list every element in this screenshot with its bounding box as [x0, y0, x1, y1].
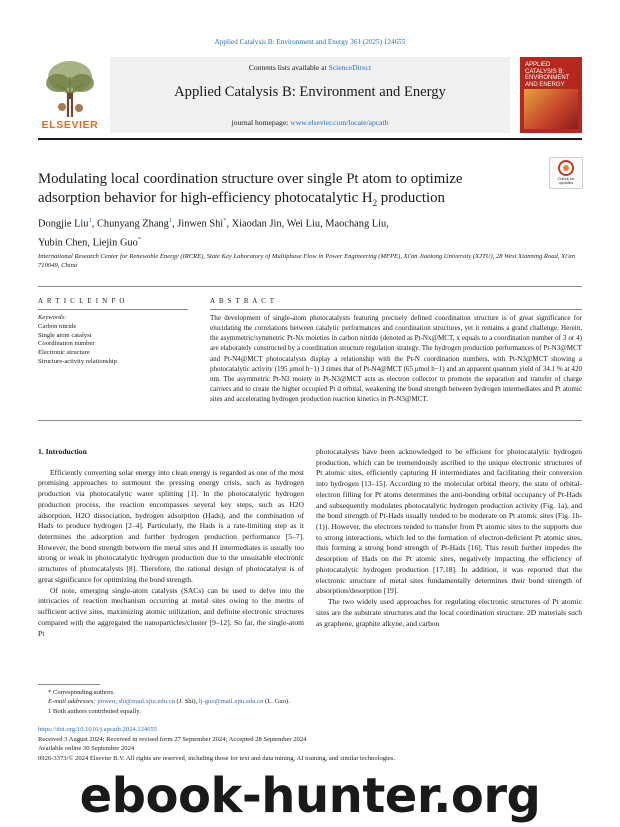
introduction-heading: 1. Introduction — [38, 447, 87, 456]
equal-contribution-note: 1 Both authors contributed equally. — [48, 707, 141, 715]
elsevier-wordmark: ELSEVIER — [41, 119, 99, 131]
body-paragraph: photocatalysts have been acknowledged to be efficient for photocatalytic hydrogen production, which can be tremendously ascribed to the unique electronic structures of Pt atomic sites, efficiently capturing H intermediates and facilitating their conversion into hydrogen [13–15]. According to the molecular orbital theory, the state of orbital-electron filling for Pt atoms determines the anti-bonding orbital occupancy of Pt-Hads and subsequently modulates photocatalytic hydrogen production activity (Fig. 1a), and the bond strength of Pt-Hads usually tended to be moderate on Pt atomic sites (Fig. 1b-(1)). However, the electrons tended to transfer from Pt atomic sites to the supports due to strong interactions, which led to the formation of electron-deficient Pt atomic sites, thus forming a strong bond strength of Pt-Hads [16]. This result further impedes the desorption of Hads on the Pt atomic sites, negatively impacting the efficiency of photocatalytic hydrogen production [17,18]. In addition, it was reported that the electronic structure of metal sites fundamentally determines their bond strength of absorption/desorption [19]. — [316, 447, 582, 596]
abstract-rule — [210, 309, 582, 310]
cover-title-line: APPLIED — [525, 62, 551, 68]
author-name[interactable]: Maochang Liu — [325, 218, 387, 230]
homepage-prefix: journal homepage: — [231, 118, 291, 127]
contents-available-line — [110, 63, 510, 72]
keywords-heading: Keywords: — [38, 314, 67, 321]
elsevier-logo[interactable] — [38, 57, 102, 133]
footnotes — [38, 688, 582, 716]
journal-title: Applied Catalysis B: Environment and Energy — [174, 84, 446, 100]
title-subscript: 2 — [372, 197, 378, 208]
title-text: production — [377, 190, 445, 206]
email-addresses — [38, 697, 582, 706]
cover-title — [525, 62, 569, 88]
journal-cover-thumbnail[interactable] — [520, 57, 582, 133]
keyword-item: Electronic structure — [38, 349, 90, 357]
check-for-updates-badge[interactable] — [549, 157, 583, 189]
author-marker[interactable]: * — [223, 217, 227, 224]
keywords-block — [38, 314, 188, 367]
cover-title-line: AND ENERGY — [525, 81, 565, 88]
email-owner: (L. Guo). — [263, 698, 290, 706]
abstract-heading: A B S T R A C T — [210, 297, 276, 305]
keyword-item: Carbon nitride — [38, 322, 77, 330]
received-dates: Received 3 August 2024; Received in revised form 27 September 2024; Accepted 28 September 2024 — [38, 735, 307, 743]
watermark-banner — [0, 770, 620, 827]
journal-homepage-link[interactable]: www.elsevier.com/locate/apcatb — [290, 118, 389, 127]
keyword-item: Single atom catalyst — [38, 331, 92, 339]
article-title-line: Modulating local coordination structure over single Pt atom to optimize — [38, 171, 463, 187]
title-text: adsorption behavior for high-efficiency photocatalytic H — [38, 190, 373, 206]
journal-homepage-line — [110, 118, 510, 127]
author-marker[interactable]: 1 — [88, 217, 92, 224]
author-list: Dongjie Liu$^1$, Chunyang Zhang$^1$, Jinwen Shi*, Xiaodan Jin, Wei Liu, Maochang Liu, Yubin Chen, Liejin Guo* — [38, 217, 389, 249]
keyword-item: Coordination number — [38, 340, 95, 348]
copyright-notice: 0926-3373/© 2024 Elsevier B.V. All rights are reserved, including those for text and data mining, AI training, and similar technologies. — [38, 754, 396, 762]
check-updates-line: updates — [558, 180, 574, 186]
journal-citation-link[interactable]: Applied Catalysis B: Environment and Energy 361 (2025) 124655 — [214, 38, 406, 46]
article-info-heading: A R T I C L E I N F O — [38, 297, 126, 305]
corresponding-author-note: * Corresponding authors. — [48, 689, 115, 696]
abstract-text: The development of single-atom photocatalysts featuring precisely defined coordination structure is of great significance for elucidating the correlations between catalytic performances and coordination structures, yet it remains a grand challenge. Herein, the asymmetric/symmetric Pt-Nx moieties in carbon nitride (denoted as Pt-Nx@MCT, x equals to a coordination number of 3 or 4) are elaborately constructed by a coordination structure regulation strategy. The hydrogen production performances of Pt-N3@MCT and Pt-N4@MCT photocatalysts display a relationship with the Pt-N coordination numbers, with Pt-N3@MCT showing a photocatalytic activity (195 μmol h−1) 3 times that of Pt-N4@MCT (65 μmol h−1) and an apparent quantum yield of 34.1 % at 420 nm. The asymmetric Pt-N3 moiety in Pt-N3@MCT acts as electron collector to promote the separation and transfer of charge carriers and to create the higher occupied Pt d orbital, weakening the bond strength between hydrogen intermediates and Pt atomic sites and accelerating hydrogen production reaction kinetics in Pt-N3@MCT. — [210, 314, 582, 404]
author-name[interactable]: Liejin Guo — [92, 237, 138, 249]
article-title — [38, 170, 518, 213]
doi-link[interactable]: https://doi.org/10.1016/j.apcatb.2024.124655 — [38, 726, 158, 733]
watermark-text: ebook-hunter.org — [79, 768, 541, 824]
masthead-divider — [38, 138, 582, 140]
contents-prefix: Contents lists available at — [248, 63, 329, 72]
publication-info — [38, 725, 582, 763]
check-updates-icon — [558, 160, 574, 176]
author-name[interactable]: Xiaodan Jin — [231, 218, 282, 230]
body-paragraph: The two widely used approaches for regulating electronic structures of Pt atomic sites are the substrate structures and the local coordination structure. 2D materials such as graphene, graphite alkyne, and carbon — [316, 597, 582, 628]
journal-info-box — [110, 57, 510, 133]
author-marker[interactable]: 1 — [168, 217, 173, 224]
author-name[interactable]: Jinwen Shi — [177, 218, 224, 230]
keyword-item: Structure-activity relationship — [38, 357, 117, 365]
article-title-line — [38, 189, 518, 213]
online-date: Available online 30 September 2024 — [38, 745, 135, 753]
body-column-right — [316, 447, 582, 629]
body-paragraph: Efficiently converting solar energy into clean energy is regarded as one of the most promising approaches to surmount the pressing energy crisis, such as hydrogen production via photocatalytic water splitting [1]. In the photocatalytic hydrogen production process, the reaction encompasses several key steps, such as H2O adsorption, H2O dissociation, hydrogen adsorption (Hads), and the combination of Hads to produce hydrogen [2–4]. Particularly, the Hads is a rate-limiting step as it determines the adsorption and further hydrogen production performance [5–7]. However, the bond strength between the metal sites and H intermediates is usually too strong or weak in photocatalytic hydrogen production due to the unsuitable electronic structures of photocatalysts [8]. Therefore, the rational design of photocatalyst is of great significance for optimizing the bond strength. — [38, 467, 304, 584]
journal-masthead — [38, 57, 582, 135]
elsevier-tree-icon — [42, 59, 98, 117]
article-info-rule — [38, 309, 188, 310]
author-name[interactable]: Wei Liu — [286, 218, 321, 230]
email-link-guo[interactable]: lj-guo@mail.xjtu.edu.cn — [198, 698, 264, 706]
author-marker[interactable]: * — [137, 236, 142, 244]
check-updates-line: Check for — [557, 176, 575, 181]
check-updates-label — [550, 177, 582, 185]
cover-title-line: CATALYSIS B: — [525, 68, 565, 75]
section-divider — [38, 286, 582, 287]
email-label: E-mail addresses: — [48, 698, 98, 706]
author-name[interactable]: Yubin Chen — [38, 237, 88, 249]
body-paragraph: Of note, emerging single-atom catalysts (SACs) can be used to delve into the intricacies of reaction mechanism occurring at metal sites owing to the merits of sufficient active sites, maximizing atomic utilization, and definite electronic structures compared with the aggregated the nanoparticles/cluster [9–12]. So far, the single-atom Pt — [38, 585, 304, 638]
body-column-left — [38, 447, 304, 639]
email-owner: (J. Shi), — [174, 698, 199, 706]
cover-image — [524, 89, 578, 129]
abstract-end-divider — [38, 420, 582, 421]
sciencedirect-link[interactable]: ScienceDirect — [328, 63, 372, 72]
cover-title-line: ENVIRONMENT — [525, 75, 570, 82]
email-link-shi[interactable]: jinwen_shi@mail.xjtu.edu.cn — [97, 698, 175, 706]
author-affiliation: International Research Center for Renewable Energy (IRCRE), State Key Laboratory of Multiphase Flow in Power Engineering (MFPE), Xi'an Jiaotong University (XJTU), 28 West Xianning Road, Xi'an 710049, China — [38, 253, 576, 270]
footnote-rule — [38, 684, 100, 685]
author-name[interactable]: Dongjie Liu — [38, 218, 89, 230]
author-name[interactable]: Chunyang Zhang — [96, 218, 169, 230]
